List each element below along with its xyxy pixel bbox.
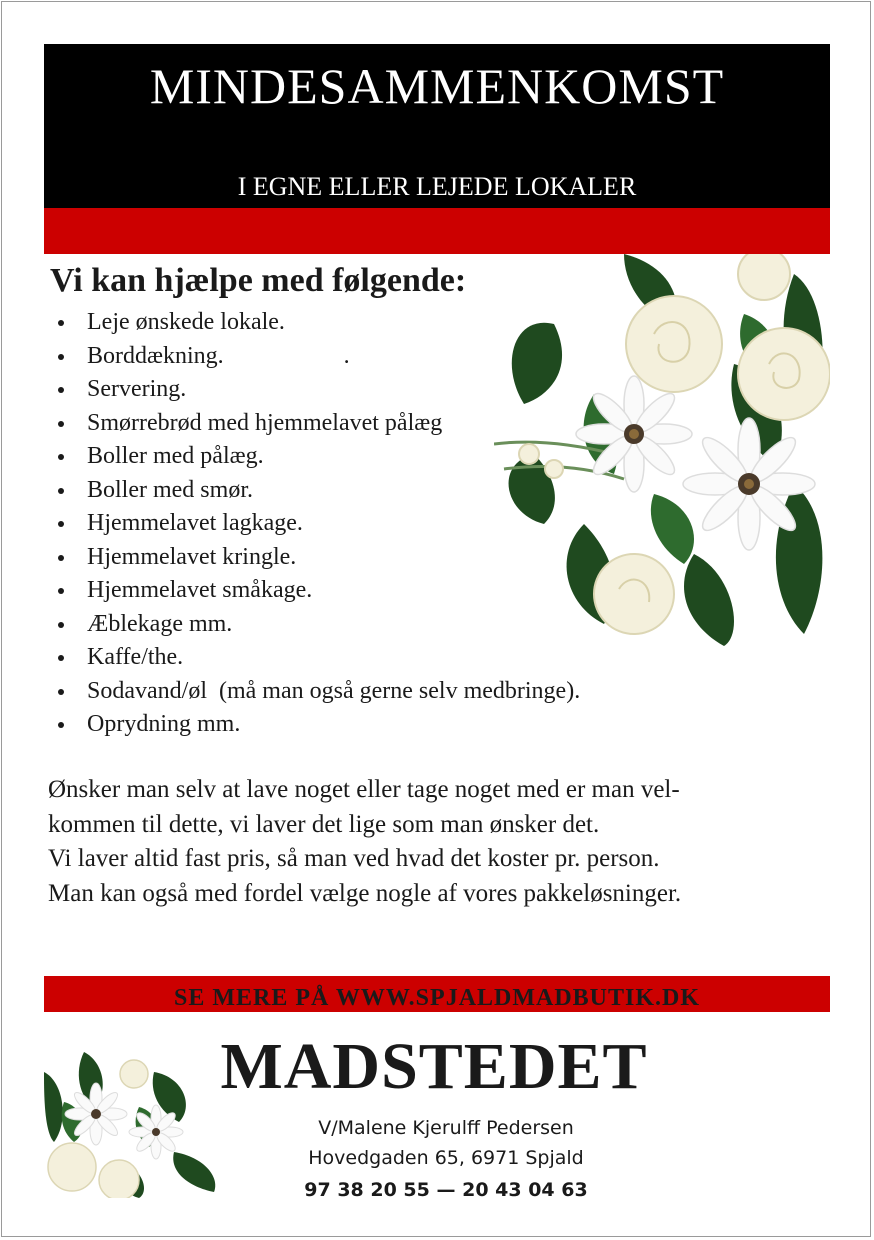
list-item-text: Oprydning mm.	[87, 711, 241, 737]
services-heading: Vi kan hjælpe med følgende:	[50, 262, 467, 299]
list-item-text: Borddækning. .	[87, 342, 350, 369]
bullet-icon	[58, 320, 64, 326]
paragraph-line: kommen til dette, vi laver det lige som man ønsker det.	[48, 810, 600, 838]
bullet-icon	[58, 387, 64, 393]
list-item	[48, 641, 580, 675]
list-item-text: Hjemmelavet kringle.	[87, 543, 297, 570]
header-banner	[44, 44, 830, 208]
website-banner	[44, 976, 830, 1012]
brand-name: MADSTEDET	[220, 1030, 648, 1103]
list-item-text: Æblekage mm.	[87, 610, 233, 637]
list-item	[48, 675, 580, 709]
bullet-icon	[58, 722, 64, 728]
bullet-icon	[58, 622, 64, 628]
bullet-icon	[58, 488, 64, 494]
bullet-icon	[58, 521, 64, 527]
phone-numbers: 97 38 20 55 — 20 43 04 63	[304, 1179, 588, 1201]
list-item-text: Servering.	[87, 376, 187, 402]
address: Hovedgaden 65, 6971 Spjald	[308, 1147, 584, 1169]
list-item-text: Kaffe/the.	[87, 644, 184, 670]
list-item-text: Leje ønskede lokale.	[87, 309, 285, 335]
bullet-icon	[58, 655, 64, 661]
flower-bouquet-image	[494, 254, 830, 646]
list-item-text: Smørrebrød med hjemmelavet pålæg	[87, 409, 443, 436]
bullet-icon	[58, 588, 64, 594]
paragraph-line: Man kan også med fordel vælge nogle af vores pakkeløsninger.	[48, 879, 682, 907]
list-item-text: Boller med smør.	[87, 476, 253, 503]
bullet-icon	[58, 454, 64, 460]
header-subtitle-line-1: I EGNE ELLER LEJEDE LOKALER	[237, 172, 637, 201]
owner-name: V/Malene Kjerulff Pedersen	[318, 1117, 574, 1139]
paragraph-line: Vi laver altid fast pris, så man ved hvad det koster pr. person.	[48, 845, 660, 872]
bullet-icon	[58, 354, 64, 360]
header-red-stripe	[44, 208, 830, 254]
list-item-text: Sodavand/øl (må man også gerne selv medbringe).	[87, 677, 581, 704]
page-title: MINDESAMMENKOMST	[149, 58, 725, 114]
list-item	[48, 708, 580, 742]
bullet-icon	[58, 555, 64, 561]
paragraph-line: Ønsker man selv at lave noget eller tage noget med er man vel-	[48, 776, 680, 803]
flower-arrangement-image	[44, 1052, 220, 1198]
info-paragraph	[48, 773, 808, 911]
bullet-icon	[58, 689, 64, 695]
list-item-text: Boller med pålæg.	[87, 443, 264, 469]
website-banner-text: SE MERE PÅ WWW.SPJALDMADBUTIK.DK	[173, 985, 701, 1011]
list-item-text: Hjemmelavet lagkage.	[87, 510, 303, 536]
list-item-text: Hjemmelavet småkage.	[87, 577, 313, 603]
bullet-icon	[58, 421, 64, 427]
